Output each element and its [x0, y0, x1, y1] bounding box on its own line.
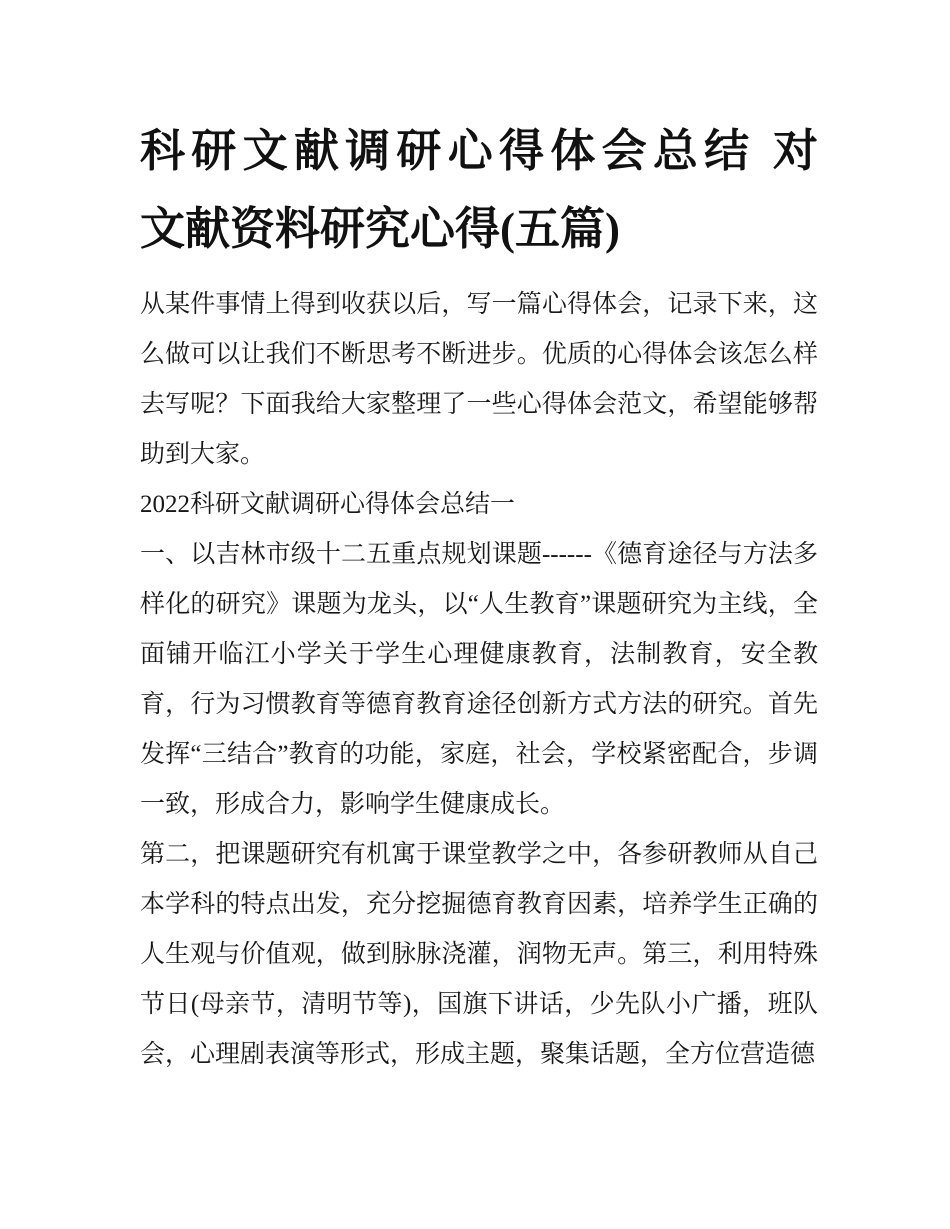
paragraph-section-heading: 2022科研文献调研心得体会总结一 — [140, 491, 516, 518]
paragraph-point-two: 第二，把课题研究有机寓于课堂教学之中，各参研教师从自己本学科的特点出发，充分挖掘德育教育因素，培养学生正确的人生观与价值观，做到脉脉浇灌，润物无声。第三，利用特殊节日(母亲节，清明节等)，国旗下讲话，少先队小广播，班队会，心理剧表演等形式，形成主题，聚集话题，全方位营造德 — [140, 841, 818, 1068]
paragraph-intro: 从某件事情上得到收获以后，写一篇心得体会，记录下来，这么做可以让我们不断思考不断进步。优质的心得体会该怎么样去写呢？下面我给大家整理了一些心得体会范文，希望能够帮助到大家。 — [140, 291, 818, 468]
document-title-line-1: 科研文献调研心得体会总结 对 — [140, 126, 818, 176]
document-body — [140, 280, 818, 1080]
document-content — [140, 112, 818, 1080]
paragraph-point-one: 一、以吉林市级十二五重点规划课题------《德育途径与方法多样化的研究》课题为龙头，以“人生教育”课题研究为主线，全面铺开临江小学关于学生心理健康教育，法制教育，安全教育，行为习惯教育等德育教育途径创新方式方法的研究。首先发挥“三结合”教育的功能，家庭，社会，学校紧密配合，步调一致，形成合力，影响学生健康成长。 — [140, 541, 818, 818]
document-title-line-2: 文献资料研究心得(五篇) — [140, 204, 620, 254]
document-title — [140, 112, 818, 268]
